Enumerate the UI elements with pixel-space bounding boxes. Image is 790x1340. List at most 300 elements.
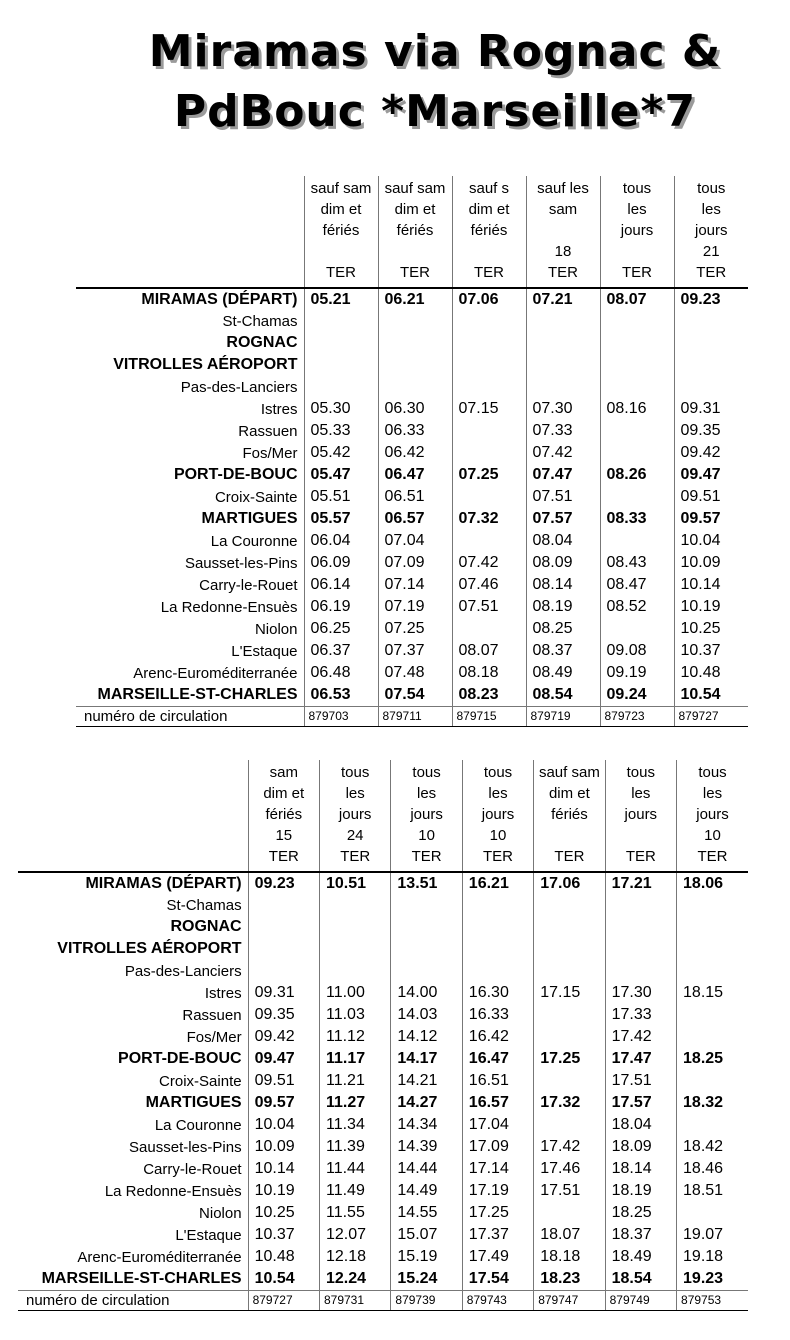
station-name: Fos/Mer [242, 444, 298, 462]
departure-time [677, 1004, 748, 1026]
station-name: MARSEILLE-ST-CHARLES [97, 685, 298, 703]
departure-time: 19.18 [677, 1246, 748, 1268]
train-number: 879723 [600, 706, 674, 726]
departure-time [674, 332, 748, 354]
departure-time: 07.09 [378, 552, 452, 574]
departure-time [452, 376, 526, 398]
departure-time: 09.42 [248, 1026, 319, 1048]
departure-time: 07.46 [452, 574, 526, 596]
departure-time: 06.48 [304, 662, 378, 684]
departure-time: 08.25 [526, 618, 600, 640]
departure-time: 09.23 [674, 288, 748, 310]
departure-time: 18.14 [605, 1158, 676, 1180]
station-row [18, 1026, 748, 1048]
departure-time: 06.19 [304, 596, 378, 618]
departure-time [452, 530, 526, 552]
departure-time: 14.12 [391, 1026, 462, 1048]
train-header: tous les jours 21 TER [674, 176, 748, 288]
departure-time: 11.44 [319, 1158, 390, 1180]
train-number: 879715 [452, 706, 526, 726]
timetable-title-line-1: Miramas via Rognac & [148, 26, 722, 77]
station-row [18, 894, 748, 916]
departure-time [319, 916, 390, 938]
departure-time: 07.51 [452, 596, 526, 618]
departure-time: 17.54 [462, 1268, 533, 1290]
departure-time: 08.43 [600, 552, 674, 574]
train-header: sauf s dim et fériés TER [452, 176, 526, 288]
station-name: St-Chamas [166, 896, 242, 914]
departure-time [526, 376, 600, 398]
station-row [18, 1136, 748, 1158]
train-number: 879747 [534, 1290, 605, 1310]
departure-time [304, 354, 378, 376]
departure-time: 18.23 [534, 1268, 605, 1290]
departure-time [674, 354, 748, 376]
departure-time: 18.42 [677, 1136, 748, 1158]
departure-time: 09.35 [248, 1004, 319, 1026]
departure-time: 07.57 [526, 508, 600, 530]
departure-time: 16.57 [462, 1092, 533, 1114]
departure-time: 17.09 [462, 1136, 533, 1158]
departure-time: 11.49 [319, 1180, 390, 1202]
departure-time: 18.07 [534, 1224, 605, 1246]
departure-time: 09.57 [248, 1092, 319, 1114]
station-row [76, 662, 748, 684]
station-row [76, 574, 748, 596]
departure-time [304, 376, 378, 398]
departure-time: 08.04 [526, 530, 600, 552]
departure-time [534, 894, 605, 916]
departure-time: 07.15 [452, 398, 526, 420]
departure-time: 07.04 [378, 530, 452, 552]
departure-time [248, 938, 319, 960]
station-row [18, 872, 748, 894]
departure-time: 09.51 [248, 1070, 319, 1092]
departure-time: 06.51 [378, 486, 452, 508]
departure-time: 17.47 [605, 1048, 676, 1070]
station-row [76, 442, 748, 464]
station-row [76, 354, 748, 376]
station-row [18, 1202, 748, 1224]
departure-time: 08.23 [452, 684, 526, 706]
train-header: sauf les sam 18 TER [526, 176, 600, 288]
departure-time: 11.39 [319, 1136, 390, 1158]
train-header: tous les jours TER [605, 760, 676, 872]
departure-time: 10.25 [674, 618, 748, 640]
station-row [18, 982, 748, 1004]
departure-time: 06.33 [378, 420, 452, 442]
departure-time: 10.14 [248, 1158, 319, 1180]
departure-time: 18.32 [677, 1092, 748, 1114]
departure-time [452, 486, 526, 508]
departure-time: 07.19 [378, 596, 452, 618]
departure-time: 17.25 [534, 1048, 605, 1070]
departure-time [677, 960, 748, 982]
departure-time: 06.25 [304, 618, 378, 640]
departure-time [452, 420, 526, 442]
departure-time: 09.57 [674, 508, 748, 530]
station-row [76, 464, 748, 486]
departure-time [526, 332, 600, 354]
station-name: ROGNAC [170, 918, 242, 935]
departure-time [600, 354, 674, 376]
departure-time [600, 332, 674, 354]
station-row [76, 486, 748, 508]
header-spacer [76, 176, 304, 288]
departure-time [534, 1070, 605, 1092]
train-number: 879727 [674, 706, 748, 726]
train-number: 879749 [605, 1290, 676, 1310]
departure-time: 08.37 [526, 640, 600, 662]
departure-time [391, 894, 462, 916]
departure-time [452, 618, 526, 640]
departure-time [534, 916, 605, 938]
departure-time: 06.47 [378, 464, 452, 486]
train-header: sauf sam dim et fériés TER [534, 760, 605, 872]
train-header: sauf sam dim et fériés TER [378, 176, 452, 288]
departure-time: 17.49 [462, 1246, 533, 1268]
departure-time: 07.21 [526, 288, 600, 310]
departure-time: 09.47 [248, 1048, 319, 1070]
departure-time [600, 530, 674, 552]
departure-time: 09.19 [600, 662, 674, 684]
departure-time: 18.37 [605, 1224, 676, 1246]
departure-time [677, 894, 748, 916]
station-name: Croix-Sainte [159, 1072, 242, 1090]
departure-time [605, 960, 676, 982]
departure-time: 19.23 [677, 1268, 748, 1290]
departure-time: 16.51 [462, 1070, 533, 1092]
departure-time: 10.37 [674, 640, 748, 662]
station-row [18, 938, 748, 960]
station-row [76, 310, 748, 332]
station-row [18, 1070, 748, 1092]
departure-time [462, 916, 533, 938]
station-name: Rassuen [238, 422, 298, 440]
departure-time [600, 420, 674, 442]
departure-time: 16.30 [462, 982, 533, 1004]
station-row [18, 1114, 748, 1136]
departure-time: 19.07 [677, 1224, 748, 1246]
departure-time: 17.25 [462, 1202, 533, 1224]
departure-time: 18.51 [677, 1180, 748, 1202]
departure-time [674, 376, 748, 398]
departure-time: 15.24 [391, 1268, 462, 1290]
station-name: Niolon [254, 620, 298, 638]
departure-time: 18.04 [605, 1114, 676, 1136]
departure-time [600, 310, 674, 332]
departure-time: 13.51 [391, 872, 462, 894]
station-row [76, 398, 748, 420]
station-name: ROGNAC [226, 334, 298, 351]
departure-time: 09.24 [600, 684, 674, 706]
departure-time: 06.57 [378, 508, 452, 530]
departure-time: 06.21 [378, 288, 452, 310]
departure-time: 05.57 [304, 508, 378, 530]
departure-time [378, 310, 452, 332]
departure-time: 11.55 [319, 1202, 390, 1224]
departure-time [677, 1070, 748, 1092]
station-name: MIRAMAS (DÉPART) [18, 872, 248, 894]
departure-time [674, 310, 748, 332]
departure-time: 10.48 [674, 662, 748, 684]
station-row [18, 1224, 748, 1246]
station-row [76, 420, 748, 442]
departure-time: 09.08 [600, 640, 674, 662]
departure-time [534, 1202, 605, 1224]
departure-time: 17.51 [534, 1180, 605, 1202]
departure-time [391, 960, 462, 982]
departure-time: 09.42 [674, 442, 748, 464]
station-row [76, 508, 748, 530]
departure-time [677, 1114, 748, 1136]
station-row [76, 332, 748, 354]
departure-time [600, 376, 674, 398]
departure-time: 06.14 [304, 574, 378, 596]
train-number: 879743 [462, 1290, 533, 1310]
departure-time [452, 310, 526, 332]
departure-time: 08.07 [452, 640, 526, 662]
departure-time: 05.47 [304, 464, 378, 486]
station-name: Arenc-Euroméditerranée [133, 664, 298, 682]
station-name: Carry-le-Rouet [199, 576, 298, 594]
station-row [76, 684, 748, 706]
departure-time: 06.37 [304, 640, 378, 662]
station-name: Fos/Mer [186, 1028, 242, 1046]
train-header: sauf sam dim et fériés TER [304, 176, 378, 288]
departure-time: 16.33 [462, 1004, 533, 1026]
departure-time: 05.33 [304, 420, 378, 442]
station-name: Pas-des-Lanciers [124, 962, 242, 980]
departure-time: 05.30 [304, 398, 378, 420]
departure-time: 10.54 [674, 684, 748, 706]
departure-time: 11.12 [319, 1026, 390, 1048]
departure-time: 09.31 [248, 982, 319, 1004]
station-name: MIRAMAS (DÉPART) [76, 288, 304, 310]
departure-time [452, 332, 526, 354]
train-number: 879739 [391, 1290, 462, 1310]
departure-time: 06.30 [378, 398, 452, 420]
departure-time: 05.42 [304, 442, 378, 464]
station-name: Istres [260, 400, 298, 418]
departure-time: 10.37 [248, 1224, 319, 1246]
departure-time [462, 894, 533, 916]
departure-time: 18.06 [677, 872, 748, 894]
departure-time: 17.04 [462, 1114, 533, 1136]
departure-time: 07.48 [378, 662, 452, 684]
departure-time [677, 1202, 748, 1224]
departure-time: 06.04 [304, 530, 378, 552]
departure-time: 11.21 [319, 1070, 390, 1092]
departure-time: 10.09 [248, 1136, 319, 1158]
station-name: Arenc-Euroméditerranée [77, 1248, 242, 1266]
train-header: sam dim et fériés 15 TER [248, 760, 319, 872]
timetable-title-line-2: PdBouc *Marseille*7 [173, 86, 697, 137]
departure-time [462, 960, 533, 982]
departure-time [248, 894, 319, 916]
departure-time [248, 960, 319, 982]
departure-time: 07.54 [378, 684, 452, 706]
train-number-label: numéro de circulation [76, 706, 304, 726]
departure-time: 08.47 [600, 574, 674, 596]
station-row [76, 552, 748, 574]
departure-time [677, 916, 748, 938]
departure-time [304, 310, 378, 332]
departure-time: 18.18 [534, 1246, 605, 1268]
train-header: tous les jours 10 TER [677, 760, 748, 872]
departure-time: 17.21 [605, 872, 676, 894]
departure-time: 09.47 [674, 464, 748, 486]
departure-time: 17.19 [462, 1180, 533, 1202]
station-row [18, 916, 748, 938]
departure-time: 08.52 [600, 596, 674, 618]
departure-time: 09.35 [674, 420, 748, 442]
departure-time [319, 938, 390, 960]
station-name: VITROLLES AÉROPORT [113, 356, 298, 373]
departure-time: 10.04 [248, 1114, 319, 1136]
departure-time: 17.42 [605, 1026, 676, 1048]
departure-time: 17.30 [605, 982, 676, 1004]
departure-time [462, 938, 533, 960]
departure-time [378, 332, 452, 354]
departure-time: 07.25 [452, 464, 526, 486]
departure-time: 14.27 [391, 1092, 462, 1114]
departure-time: 11.00 [319, 982, 390, 1004]
departure-time: 11.27 [319, 1092, 390, 1114]
timetable-table-1 [76, 176, 748, 727]
departure-time [600, 442, 674, 464]
station-name: Niolon [199, 1204, 242, 1222]
departure-time: 17.42 [534, 1136, 605, 1158]
departure-time: 14.55 [391, 1202, 462, 1224]
departure-time: 17.14 [462, 1158, 533, 1180]
departure-time: 06.09 [304, 552, 378, 574]
departure-time: 18.49 [605, 1246, 676, 1268]
station-row [18, 1180, 748, 1202]
station-name: La Couronne [154, 1116, 242, 1134]
station-name: Sausset-les-Pins [184, 554, 298, 572]
departure-time: 08.09 [526, 552, 600, 574]
departure-time: 16.42 [462, 1026, 533, 1048]
departure-time: 06.53 [304, 684, 378, 706]
station-row [76, 596, 748, 618]
departure-time: 11.17 [319, 1048, 390, 1070]
departure-time: 12.07 [319, 1224, 390, 1246]
departure-time: 05.51 [304, 486, 378, 508]
departure-time: 07.51 [526, 486, 600, 508]
departure-time: 10.54 [248, 1268, 319, 1290]
departure-time: 14.44 [391, 1158, 462, 1180]
departure-time: 07.42 [526, 442, 600, 464]
departure-time: 07.33 [526, 420, 600, 442]
station-name: PORT-DE-BOUC [118, 1050, 242, 1067]
station-name: La Redonne-Ensuès [160, 598, 298, 616]
departure-time: 06.42 [378, 442, 452, 464]
station-name: Rassuen [182, 1006, 242, 1024]
station-name: L'Estaque [231, 642, 298, 660]
station-name: MARTIGUES [201, 510, 298, 527]
station-name: VITROLLES AÉROPORT [57, 940, 242, 957]
departure-time: 10.14 [674, 574, 748, 596]
departure-time: 07.14 [378, 574, 452, 596]
station-name: St-Chamas [222, 312, 298, 330]
departure-time [452, 442, 526, 464]
station-name: La Redonne-Ensuès [104, 1182, 242, 1200]
departure-time [605, 938, 676, 960]
departure-time [248, 916, 319, 938]
station-row [18, 1158, 748, 1180]
departure-time [677, 938, 748, 960]
station-name: Sausset-les-Pins [129, 1138, 242, 1156]
departure-time [378, 376, 452, 398]
departure-time: 08.14 [526, 574, 600, 596]
departure-time [319, 960, 390, 982]
departure-time: 08.26 [600, 464, 674, 486]
departure-time: 17.15 [534, 982, 605, 1004]
station-name: L'Estaque [175, 1226, 242, 1244]
train-header: tous les jours 10 TER [462, 760, 533, 872]
departure-time: 17.57 [605, 1092, 676, 1114]
departure-time: 10.19 [248, 1180, 319, 1202]
departure-time [378, 354, 452, 376]
train-header: tous les jours 10 TER [391, 760, 462, 872]
station-name: MARSEILLE-ST-CHARLES [41, 1269, 242, 1287]
departure-time: 14.17 [391, 1048, 462, 1070]
departure-time: 17.46 [534, 1158, 605, 1180]
station-row [76, 288, 748, 310]
departure-time [677, 1026, 748, 1048]
departure-time: 12.24 [319, 1268, 390, 1290]
timetable-table-2 [18, 760, 748, 1311]
departure-time [534, 1004, 605, 1026]
departure-time: 05.21 [304, 288, 378, 310]
departure-time [526, 310, 600, 332]
departure-time: 09.23 [248, 872, 319, 894]
departure-time: 18.19 [605, 1180, 676, 1202]
departure-time [391, 916, 462, 938]
departure-time: 14.49 [391, 1180, 462, 1202]
departure-time: 18.54 [605, 1268, 676, 1290]
departure-time: 08.16 [600, 398, 674, 420]
departure-time: 07.25 [378, 618, 452, 640]
departure-time: 09.51 [674, 486, 748, 508]
departure-time: 17.51 [605, 1070, 676, 1092]
departure-time: 07.06 [452, 288, 526, 310]
departure-time [534, 960, 605, 982]
departure-time: 10.04 [674, 530, 748, 552]
departure-time: 07.30 [526, 398, 600, 420]
station-name: Pas-des-Lanciers [180, 378, 298, 396]
departure-time: 14.39 [391, 1136, 462, 1158]
departure-time [526, 354, 600, 376]
departure-time: 17.33 [605, 1004, 676, 1026]
departure-time: 11.03 [319, 1004, 390, 1026]
station-name: Istres [204, 984, 242, 1002]
departure-time: 16.21 [462, 872, 533, 894]
station-name: La Couronne [210, 532, 298, 550]
train-number: 879703 [304, 706, 378, 726]
departure-time: 11.34 [319, 1114, 390, 1136]
departure-time: 10.09 [674, 552, 748, 574]
departure-time: 12.18 [319, 1246, 390, 1268]
station-name: Carry-le-Rouet [143, 1160, 242, 1178]
station-row [76, 376, 748, 398]
departure-time: 14.00 [391, 982, 462, 1004]
departure-time [304, 332, 378, 354]
train-number: 879753 [677, 1290, 748, 1310]
departure-time: 14.34 [391, 1114, 462, 1136]
station-row [76, 640, 748, 662]
